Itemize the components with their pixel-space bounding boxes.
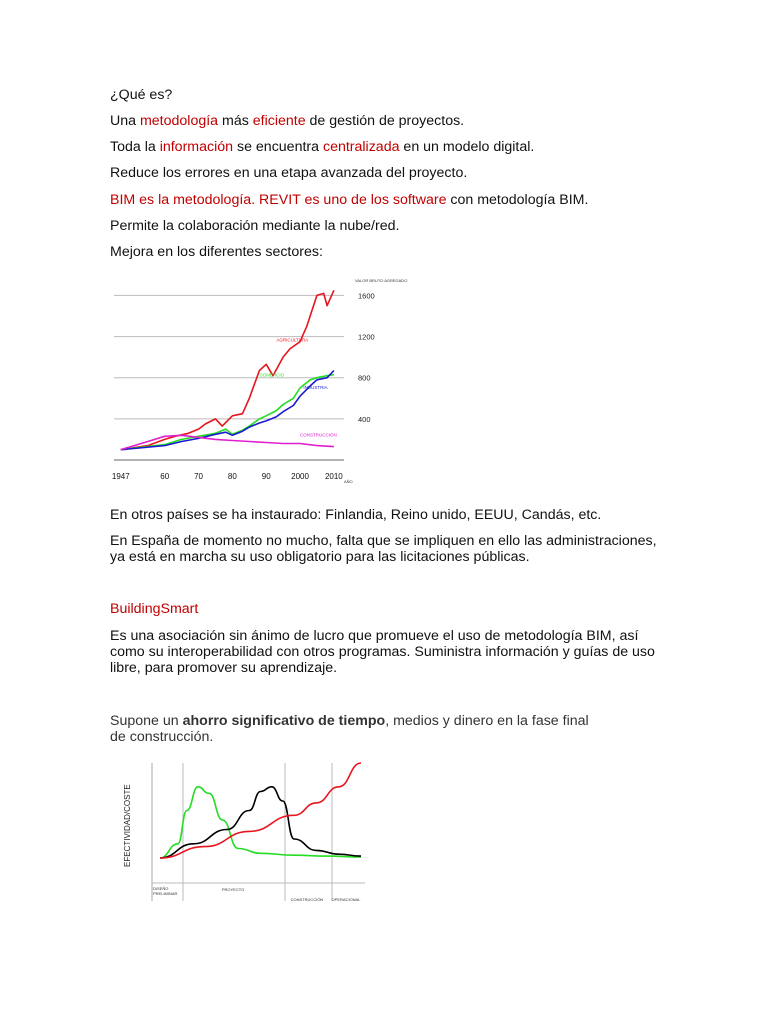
paragraph-informacion: [110, 139, 534, 155]
paragraph-que-es: ¿Qué es?: [110, 87, 173, 103]
paragraph-ahorro: [110, 713, 600, 745]
y-tick-label: 1600: [358, 291, 375, 301]
curve-1: [160, 787, 361, 858]
paragraph-asociacion: Es una asociación sin ánimo de lucro que promueve el uso de metodología BIM, así como su interoperabilidad con otros programas. Suministra información y guías de uso libre, para promover su aprendizaje.: [110, 628, 655, 676]
phase-label: PROYECTO: [221, 887, 245, 892]
series-label-comercio: COMERCIO: [259, 372, 285, 378]
paragraph-sectores: Mejora en los diferentes sectores:: [110, 244, 323, 260]
x-axis-label: AÑO: [344, 479, 353, 484]
series-label-agricultura: AGRICULTURA: [276, 337, 309, 343]
series-label-construccion: CONSTRUCCION: [300, 432, 337, 438]
series-line-industria: [121, 371, 334, 450]
text: Toda la: [110, 139, 160, 155]
text: con metodología BIM.: [446, 192, 589, 208]
x-tick-label: 60: [160, 472, 170, 481]
y-tick-label: 800: [358, 373, 371, 383]
x-tick-label: 80: [227, 472, 237, 481]
highlight-informacion: información: [159, 139, 234, 155]
series-line-comercio: [121, 372, 334, 450]
highlight-metodologia: metodología: [139, 113, 219, 129]
x-tick-label: 90: [261, 472, 271, 481]
series-line-construccion: [121, 435, 334, 449]
y-axis-label: VALOR BRUTO AGREGADO: [355, 278, 408, 283]
heading-buildingsmart: BuildingSmart: [110, 601, 199, 617]
text: se encuentra: [233, 139, 323, 155]
phase-label: CONSTRUCCIÓN: [290, 897, 324, 902]
text: , medios y dinero en la fase final de construcción.: [110, 713, 589, 745]
phase-label: OPERACIONAL: [331, 897, 361, 902]
paragraph-colaboracion: Permite la colaboración mediante la nube/red.: [110, 218, 400, 234]
phase-label: DISEÑO PRELIMINAR: [153, 886, 178, 896]
paragraph-bim: [110, 192, 588, 208]
highlight-bim: BIM es la metodología. REVIT es uno de los software: [110, 192, 447, 208]
text: en un modelo digital.: [399, 139, 535, 155]
y-axis-label: EFECTIVIDAD/COSTE: [123, 784, 132, 867]
text: Supone un: [110, 713, 183, 729]
x-tick-label: 2010: [324, 472, 343, 481]
sector-growth-chart: [111, 270, 408, 488]
series-label-industria: INDUSTRIA: [303, 385, 328, 391]
highlight-centralizada: centralizada: [322, 139, 400, 155]
paragraph-errores: Reduce los errores en una etapa avanzada del proyecto.: [110, 165, 468, 181]
x-tick-label: 1947: [111, 472, 130, 481]
effectiveness-cost-chart: [115, 755, 370, 910]
highlight-ahorro: ahorro significativo de tiempo: [182, 713, 386, 729]
y-tick-label: 400: [358, 414, 371, 424]
paragraph-otros-paises: En otros países se ha instaurado: Finlandia, Reino unido, EEUU, Candás, etc.: [110, 507, 602, 523]
curve-0: [160, 787, 361, 858]
text: más: [218, 113, 253, 129]
text: Una: [110, 113, 140, 129]
paragraph-metodologia: [110, 113, 464, 129]
series-line-agricultura: [121, 290, 334, 449]
y-tick-label: 1200: [358, 332, 375, 342]
x-tick-label: 2000: [291, 472, 309, 481]
text: de gestión de proyectos.: [305, 113, 465, 129]
highlight-eficiente: eficiente: [252, 113, 306, 129]
x-tick-label: 70: [194, 472, 204, 481]
paragraph-espana: En España de momento no mucho, falta que se impliquen en ello las administraciones, ya está en marcha su uso obligatorio para las licitaciones públicas.: [110, 533, 657, 565]
